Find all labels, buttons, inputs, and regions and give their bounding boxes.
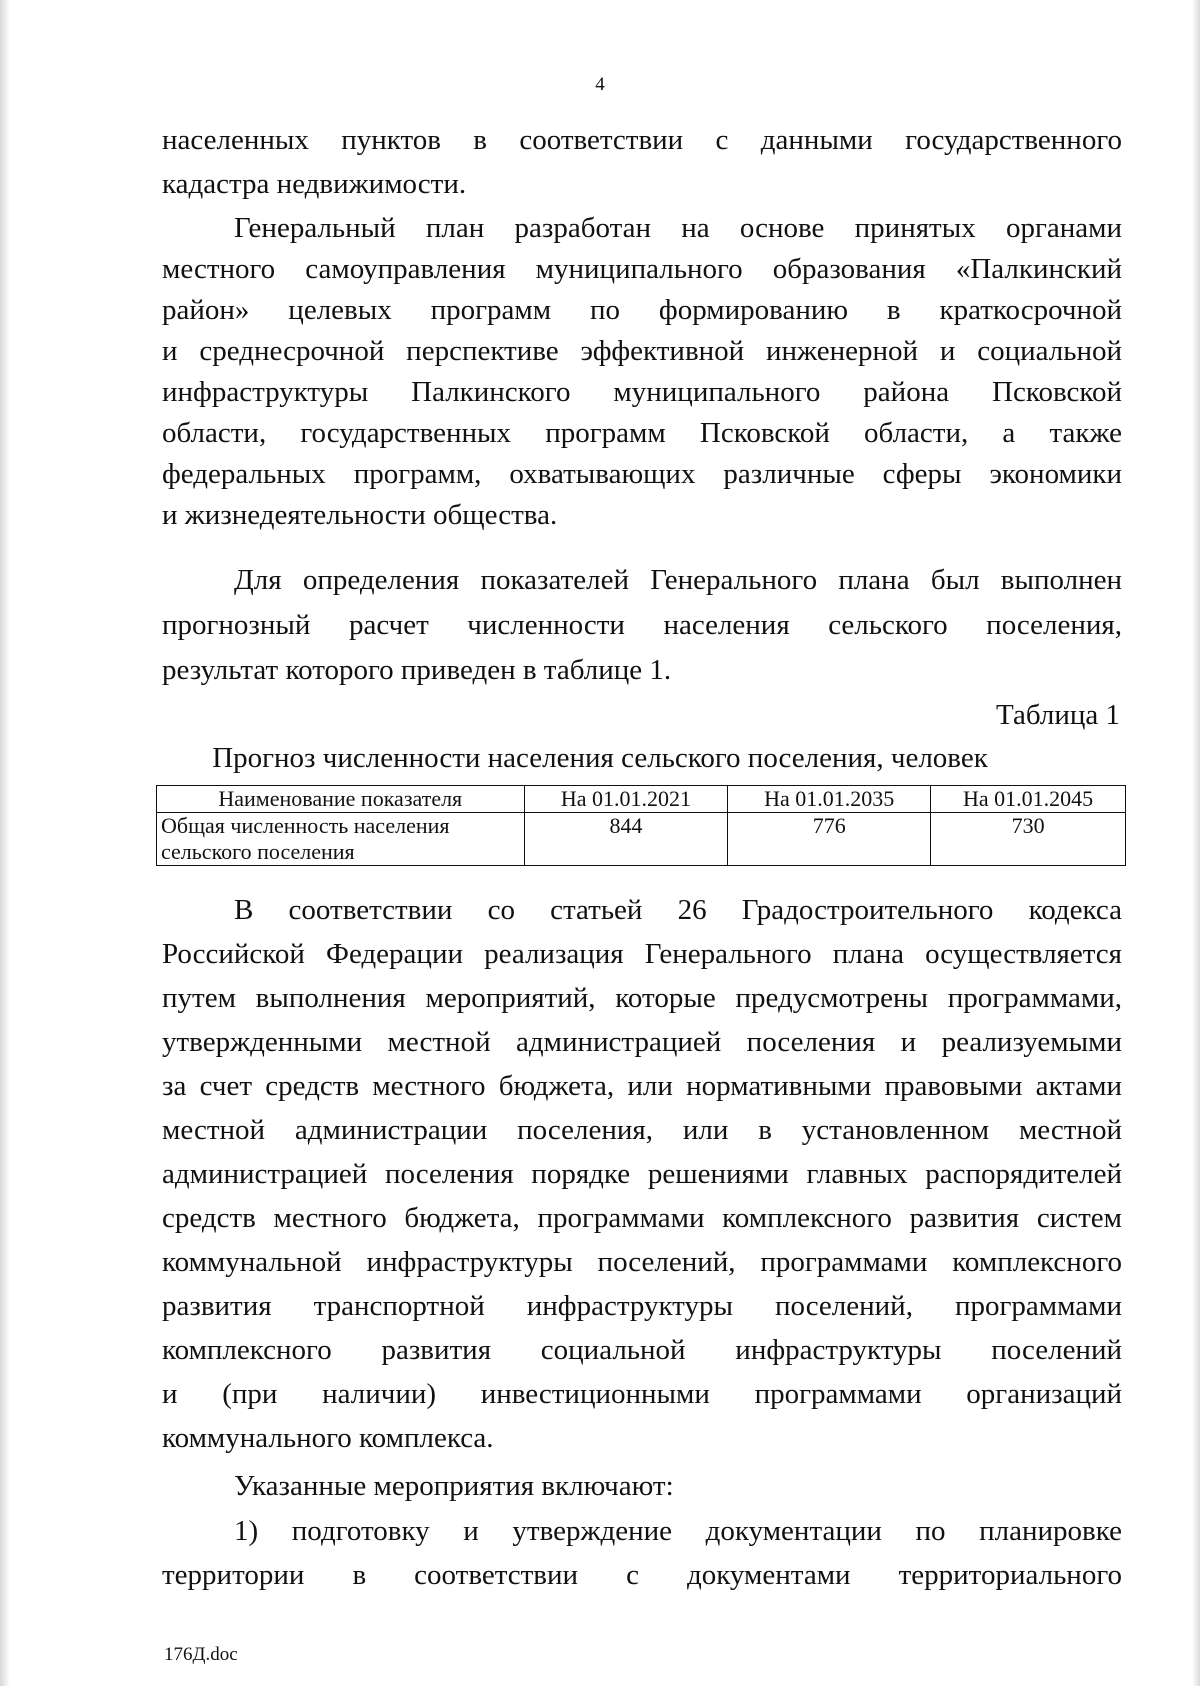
text-line: администрацией поселения порядке решениями главных распорядителей [162, 1158, 1122, 1190]
text-line: и жизнедеятельности общества. [162, 499, 558, 531]
text-line: и среднесрочной перспективе эффективной инженерной и социальной [162, 335, 1122, 367]
text-line: путем выполнения мероприятий, которые предусмотрены программами, [162, 982, 1122, 1014]
text-line: средств местного бюджета, программами комплексного развития систем [162, 1202, 1122, 1234]
text-line: территории в соответствии с документами территориального [162, 1559, 1122, 1591]
value-cell-2045: 730 [931, 813, 1126, 866]
text-line: Для определения показателей Генерального плана был выполнен [234, 564, 1122, 596]
table-caption: Прогноз численности населения сельского поселения, человек [212, 742, 988, 774]
text-line: утвержденными местной администрацией поселения и реализуемыми [162, 1026, 1122, 1058]
text-line: коммунального комплекса. [162, 1422, 494, 1454]
text-line: кадастра недвижимости. [162, 168, 467, 200]
value-cell-2021: 844 [524, 813, 728, 866]
text-line: 1) подготовку и утверждение документации по планировке [234, 1515, 1122, 1547]
text-line: за счет средств местного бюджета, или нормативными правовыми актами [162, 1070, 1122, 1102]
table-row [157, 813, 1126, 866]
text-line: развития транспортной инфраструктуры поселений, программами [162, 1290, 1122, 1322]
table-header-cell: На 01.01.2035 [728, 786, 931, 813]
text-line: комплексного развития социальной инфраструктуры поселений [162, 1334, 1122, 1366]
text-line: Генеральный план разработан на основе принятых органами [234, 212, 1122, 244]
text-line: Российской Федерации реализация Генерального плана осуществляется [162, 938, 1122, 970]
text-line: федеральных программ, охватывающих различные сферы экономики [162, 458, 1122, 490]
page-number: 4 [595, 74, 605, 95]
text-line: инфраструктуры Палкинского муниципального района Псковской [162, 376, 1122, 408]
table-header-cell: Наименование показателя [157, 786, 525, 813]
file-name-footer: 176Д.doc [164, 1644, 238, 1665]
population-forecast-table [156, 785, 1126, 866]
text-line: местного самоуправления муниципального образования «Палкинский [162, 253, 1122, 285]
text-line: местной администрации поселения, или в установленном местной [162, 1114, 1122, 1146]
text-line: район» целевых программ по формированию в краткосрочной [162, 294, 1122, 326]
text-line: прогнозный расчет численности населения сельского поселения, [162, 609, 1122, 641]
indicator-name-cell [157, 813, 525, 866]
indicator-name-line: Общая численность населения [161, 813, 450, 838]
text-line: коммунальной инфраструктуры поселений, программами комплексного [162, 1246, 1122, 1278]
text-line: В соответствии со статьей 26 Градостроительного кодекса [234, 894, 1122, 926]
table-header-row [157, 786, 1126, 813]
text-line: Указанные мероприятия включают: [234, 1470, 674, 1502]
text-line: и (при наличии) инвестиционными программами организаций [162, 1378, 1122, 1410]
table-header-cell: На 01.01.2045 [931, 786, 1126, 813]
table-header-cell: На 01.01.2021 [524, 786, 728, 813]
value-cell-2035: 776 [728, 813, 931, 866]
table-label: Таблица 1 [995, 699, 1120, 731]
text-line: населенных пунктов в соответствии с данными государственного [162, 124, 1122, 156]
indicator-name-line: сельского поселения [161, 839, 355, 864]
text-line: результат которого приведен в таблице 1. [162, 654, 672, 686]
scan-right-edge [1192, 0, 1200, 1686]
scan-left-edge [0, 0, 10, 1686]
text-line: области, государственных программ Псковской области, а также [162, 417, 1122, 449]
